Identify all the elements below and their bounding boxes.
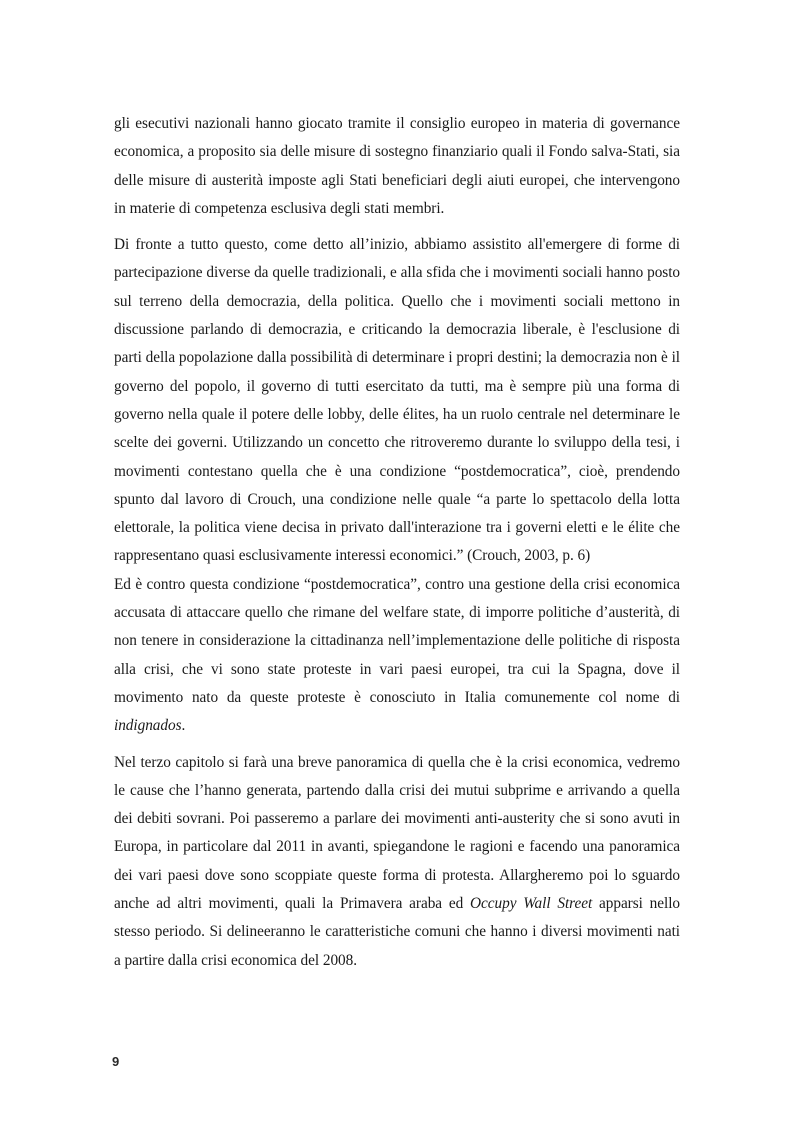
occupy-wall-street-italic: Occupy Wall Street — [470, 895, 593, 913]
paragraph-governance: gli esecutivi nazionali hanno giocato tramite il consiglio europeo in materia di governance economica, a proposito sia delle misure di sostegno finanziario quali il Fondo salva-Stati, sia delle misure di austerità imposte agli Stati beneficiari degli aiuti europei, che intervengono in materie di competenza esclusiva degli stati membri. — [114, 115, 680, 217]
paragraph-third-chapter-end: apparsi nello stesso periodo. Si delineeranno le caratteristiche comuni che hanno i diversi movimenti nati a partire dalla crisi economica del 2008. — [114, 895, 680, 969]
indignados-italic: indignados — [114, 717, 182, 735]
paragraph-third-chapter-text: Nel terzo capitolo si farà una breve panoramica di quella che è la crisi economica, vedremo le cause che l’hanno generata, partendo dalla crisi dei mutui subprime e arrivando a quella dei debiti sovrani. Poi passeremo a parlare dei movimenti anti-austerity che si sono avuti in Europa, in particolare dal 2011 in avanti, spiegandone le ragioni e facendo una panoramica dei vari paesi dove sono scoppiate queste forma di protesta. Allargheremo poi lo sguardo anche ad altri movimenti, quali la Primavera araba ed — [114, 753, 680, 913]
page-number: 9 — [112, 1054, 120, 1069]
paragraph-indignados-text: Ed è contro questa condizione “postdemocratica”, contro una gestione della crisi economica accusata di attaccare quello che rimane del welfare state, di imporre politiche d’austerità, di non tenere in considerazione la cittadinanza nell’implementazione delle politiche di risposta alla crisi, che vi sono state proteste in vari paesi europei, tra cui la Spagna, dove il movimento nato da queste proteste è conosciuto in Italia comunemente col nome di — [114, 575, 680, 706]
page-body — [114, 110, 680, 975]
paragraph-third-chapter — [114, 749, 680, 975]
paragraph-postdemocracy: Di fronte a tutto questo, come detto all’inizio, abbiamo assistito all'emergere di forme di partecipazione diverse da quelle tradizionali, e alla sfida che i movimenti sociali hanno posto sul terreno della democrazia, della politica. Quello che i movimenti sociali mettono in discussione parlando di democrazia, e criticando la democrazia liberale, è l'esclusione di parti della popolazione dalla possibilità di determinare i propri destini; la democrazia non è il governo del popolo, il governo di tutti esercitato da tutti, ma è sempre più una forma di governo nella quale il potere delle lobby, delle élites, ha un ruolo centrale nel determinare le scelte dei governi. Utilizzando un concetto che ritroveremo durante lo sviluppo della tesi, i movimenti contestano quella che è una condizione “postdemocratica”, cioè, prendendo spunto dal lavoro di Crouch, una condizione nelle quale “a parte lo spettacolo della lotta elettorale, la politica viene decisa in privato dall'interazione tra i governi eletti e le élite che rappresentano quasi esclusivamente interessi economici.” (Crouch, 2003, p. 6) — [114, 236, 680, 565]
paragraph-indignados-end: . — [181, 717, 186, 735]
paragraph-indignados — [114, 571, 680, 741]
